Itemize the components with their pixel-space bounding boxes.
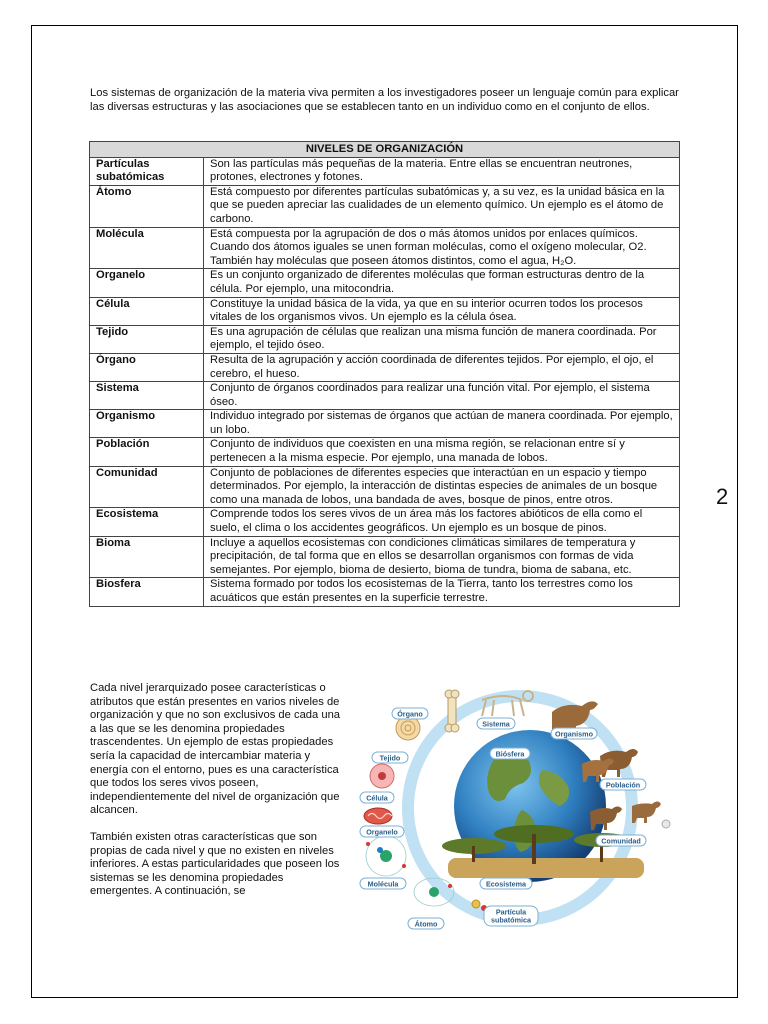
- molecule-icon: [366, 836, 406, 876]
- level-term: Órgano: [90, 353, 204, 381]
- page-number: 2: [716, 484, 729, 509]
- level-term: Ecosistema: [90, 508, 204, 536]
- level-definition: Conjunto de poblaciones de diferentes especies que interactúan en un espacio y tiempo determinados. Por ejemplo, la interacción de distintas especies de animales de un bosque como una manada de lobos, una bandada de aves, bosque de pinos, entre otros.: [204, 466, 680, 508]
- body-text: [90, 682, 348, 912]
- level-term: Átomo: [90, 185, 204, 227]
- table-row: [90, 269, 680, 297]
- level-term: Célula: [90, 297, 204, 325]
- level-term: Población: [90, 438, 204, 466]
- level-definition: Comprende todos los seres vivos de un área más los factores abióticos de ella como el suelo, el clima o los accidentes geográficos. Un ejemplo es un bosque de pinos.: [204, 508, 680, 536]
- level-term: Molécula: [90, 227, 204, 269]
- label-organelo: Organelo: [366, 827, 398, 837]
- label-biosfera: Biósfera: [495, 749, 525, 759]
- organization-levels-diagram: [352, 680, 692, 938]
- level-term: Organelo: [90, 269, 204, 297]
- table-row: [90, 382, 680, 410]
- table-header-row: [90, 142, 680, 158]
- table-row: [90, 536, 680, 578]
- label-celula: Célula: [366, 793, 388, 803]
- label-molecula: Molécula: [367, 879, 399, 889]
- body-paragraph-2: También existen otras características que son propias de cada nivel y que no existen en niveles inferiores. A estas particularidades que poseen los sistemas se les denomina propiedades emergentes. A continuación, se: [90, 830, 340, 898]
- level-term: Comunidad: [90, 466, 204, 508]
- level-term: Biosfera: [90, 578, 204, 606]
- table-row: [90, 185, 680, 227]
- table-row: [90, 227, 680, 269]
- level-term: Partículas subatómicas: [90, 157, 204, 185]
- label-tejido: Tejido: [379, 753, 401, 763]
- level-definition: Resulta de la agrupación y acción coordinada de diferentes tejidos. Por ejemplo, el ojo, el cerebro, el hueso.: [204, 353, 680, 381]
- level-definition: Es un conjunto organizado de diferentes moléculas que forman estructuras dentro de la célula. Por ejemplo, una mitocondria.: [204, 269, 680, 297]
- level-definition: Constituye la unidad básica de la vida, ya que en su interior ocurren todos los procesos vitales de los organismos vivos. Un ejemplo es la célula ósea.: [204, 297, 680, 325]
- level-term: Organismo: [90, 410, 204, 438]
- table-row: [90, 325, 680, 353]
- table-row: [90, 466, 680, 508]
- table-row: [90, 438, 680, 466]
- level-definition: Está compuesta por la agrupación de dos o más átomos unidos por enlaces químicos. Cuando dos átomos iguales se unen forman moléculas, como el oxígeno molecular, O2. También hay moléculas que poseen átomos distintos, como el agua, H₂O.: [204, 227, 680, 269]
- level-definition: Son las partículas más pequeñas de la materia. Entre ellas se encuentran neutrones, protones, electrones y fotones.: [204, 157, 680, 185]
- level-definition: Es una agrupación de células que realizan una misma función de manera coordinada. Por ejemplo, el tejido óseo.: [204, 325, 680, 353]
- label-organismo: Organismo: [555, 729, 593, 739]
- level-definition: Está compuesto por diferentes partículas subatómicas y, a su vez, es la unidad básica en la que se pueden apreciar las cualidades de un elemento químico. Un ejemplo es el átomo de carbono.: [204, 185, 680, 227]
- level-definition: Sistema formado por todos los ecosistemas de la Tierra, tanto los terrestres como los acuáticos que están presentes en la superficie terrestre.: [204, 578, 680, 606]
- level-definition: Individuo integrado por sistemas de órganos que actúan de manera coordinada. Por ejemplo, un lobo.: [204, 410, 680, 438]
- mitochondria-icon: [364, 808, 392, 824]
- label-ecosistema: Ecosistema: [486, 879, 526, 889]
- level-term: Tejido: [90, 325, 204, 353]
- label-sistema: Sistema: [482, 719, 510, 729]
- organization-levels-table: [89, 141, 680, 607]
- cell-icon: [370, 764, 394, 788]
- table-row: [90, 297, 680, 325]
- level-definition: Incluye a aquellos ecosistemas con condiciones climáticas similares de temperatura y precipitación, de tal forma que en ellos se desarrollan organismos con formas de vida semejantes. Por ejemplo, bioma de desierto, bioma de tundra, bioma de sabana, etc.: [204, 536, 680, 578]
- label-poblacion: Población: [605, 780, 641, 790]
- label-particula-line1: Partícula: [495, 907, 527, 917]
- body-paragraph-1: Cada nivel jerarquizado posee características o atributos que están presentes en varios niveles de organización y que no son exclusivos de cada una a las que se les denomina propiedades trascendentes. Un ejemplo de estas propiedades sería la capacidad de intercambiar materia y energía con el entorno, pues es una característica que todos los seres vivos poseen, independientemente del nivel de organización que alcancen.: [90, 682, 341, 817]
- bone-tissue-icon: [396, 716, 420, 740]
- table-row: [90, 508, 680, 536]
- label-atomo: Átomo: [414, 919, 438, 929]
- label-organo: Órgano: [397, 709, 423, 719]
- level-term: Bioma: [90, 536, 204, 578]
- level-term: Sistema: [90, 382, 204, 410]
- label-particula-line2: subatómica: [491, 915, 531, 925]
- table-row: [90, 578, 680, 606]
- table-row: [90, 353, 680, 381]
- table-row: [90, 157, 680, 185]
- label-comunidad: Comunidad: [601, 836, 641, 846]
- level-definition: Conjunto de órganos coordinados para realizar una función vital. Por ejemplo, el sistema óseo.: [204, 382, 680, 410]
- intro-paragraph: Los sistemas de organización de la materia viva permiten a los investigadores poseer un lenguaje común para explicar las diversas estructuras y las asociaciones que se establecen tanto en un individuo como en el conjunto de ellos.: [90, 87, 679, 113]
- level-definition: Conjunto de individuos que coexisten en una misma región, se relacionan entre sí y pertenecen a la misma especie. Por ejemplo, una manada de lobos.: [204, 438, 680, 466]
- table-title: NIVELES DE ORGANIZACIÓN: [90, 142, 680, 158]
- table-row: [90, 410, 680, 438]
